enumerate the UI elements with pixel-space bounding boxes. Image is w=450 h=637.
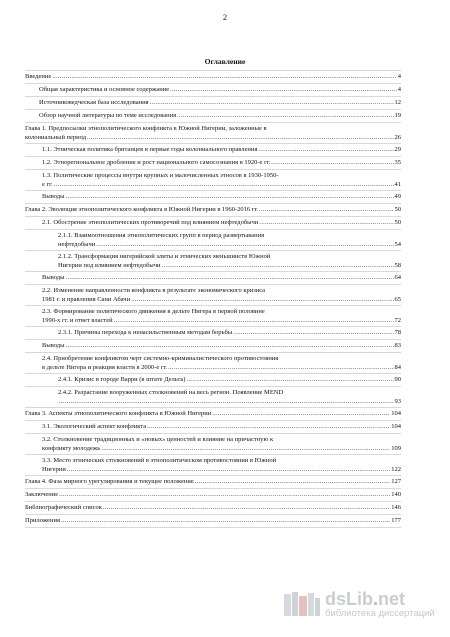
toc-entry	[25, 191, 401, 204]
toc-entry-page: 104	[391, 410, 401, 417]
toc-entry-title: колониальный период	[25, 133, 87, 141]
toc-entry-title-line: 2.4.2. Разрастание вооруженных столкновений на весь регион. Появление MEND	[58, 389, 284, 396]
toc-entry	[25, 170, 401, 191]
dot-leader	[212, 410, 390, 419]
dot-leader	[170, 86, 397, 95]
toc-entry	[25, 97, 401, 110]
toc-entry-title: Выводы	[42, 274, 65, 281]
dot-leader	[67, 466, 390, 475]
toc-entry-title: Библиографический список	[25, 504, 102, 511]
toc-entry-page: 93	[394, 397, 401, 405]
dot-leader	[65, 342, 393, 351]
toc-entry-page: 104	[391, 423, 401, 430]
toc-entry	[25, 272, 401, 285]
toc-entry-page: 29	[394, 146, 401, 153]
toc-entry-page: 41	[394, 180, 401, 188]
toc-entry-title: 1981 г. и правления Сани Абачи	[42, 295, 131, 303]
dot-leader	[168, 364, 393, 373]
toc-entry-page: 177	[391, 517, 401, 524]
dot-leader	[59, 491, 390, 500]
toc-entry-title: Глава 4. Фаза мирного урегулирования и текущее положение	[25, 478, 194, 485]
toc-entry-page: 19	[394, 112, 401, 119]
dot-leader	[87, 134, 393, 143]
dot-leader	[96, 241, 393, 250]
toc-entry-title: 1.1. Этническая политика британцев в первые годы колониального правления	[42, 146, 258, 153]
dot-leader	[258, 146, 393, 155]
toc-entry-title: Нигерии	[42, 465, 66, 473]
watermark-tagline: библиотека диссертаций	[325, 607, 435, 619]
toc-entry-page: 83	[394, 342, 401, 349]
toc-entry	[25, 204, 401, 217]
toc-entry-page: 64	[394, 274, 401, 281]
dot-leader	[52, 73, 397, 82]
toc-entry	[25, 327, 401, 340]
toc-entry-page: 140	[391, 491, 401, 498]
toc-title: Оглавление	[204, 57, 246, 66]
toc-entry-page: 127	[391, 478, 401, 485]
toc-entry-title: 2.4.1. Кризис в городе Варри (в штате Дельта)	[58, 376, 186, 383]
toc-entry-page: 78	[394, 329, 401, 336]
toc-entry-title: Источниковедческая база исследования	[39, 99, 149, 106]
dot-leader	[147, 423, 390, 432]
toc-entry-page: 84	[394, 363, 401, 371]
dot-leader	[186, 376, 393, 385]
toc-entry-title-line: 2.1.1. Взаимоотношения этнополитических групп в период развертывания	[58, 232, 265, 239]
toc-entry	[25, 123, 401, 144]
toc-entry-page: 122	[391, 465, 401, 473]
dot-leader	[195, 478, 390, 487]
toc-entry-title: е гг.	[42, 180, 53, 188]
toc-entry	[25, 157, 401, 170]
toc-entry-title: Нигерии под влиянием нефтедобычи	[58, 261, 161, 269]
toc-entry	[25, 489, 401, 502]
toc-entry-title-line: Глава 1. Предпосылки этнополитического конфликта в Южной Нигерии, заложенные в	[25, 125, 267, 132]
toc-entry	[25, 434, 401, 455]
toc-entry-title: нефтедобычи	[58, 240, 96, 248]
toc-entry	[25, 515, 401, 528]
toc-entry-title: 2.3.1. Причины перехода к ненасильственным методам борьбы	[58, 329, 233, 336]
watermark-brand: dsLib.net	[325, 588, 406, 609]
dot-leader	[65, 193, 393, 202]
toc-entry-title-line: 2.1.2. Трансформация нигерийской элиты и этнических меньшинств Южной	[58, 253, 271, 260]
dot-leader	[59, 398, 394, 407]
toc-entry-title-line: 2.2. Изменение направленности конфликта в результате экономического кризиса	[42, 287, 266, 294]
table-of-contents	[25, 70, 401, 528]
toc-entry-page: 35	[394, 159, 401, 166]
toc-entry-page: 90	[394, 376, 401, 383]
toc-entry-title: Глава 2. Эволюция этнополитического конфликта в Южной Нигерии в 1960-2016 гг.	[25, 206, 259, 213]
dot-leader	[233, 329, 393, 338]
dot-leader	[65, 274, 393, 283]
toc-entry-title-line: 3.3. Место этнических столкновений в этнополитическом противостоянии в Южной	[42, 457, 277, 464]
dot-leader	[150, 99, 394, 108]
toc-entry	[25, 353, 401, 374]
toc-entry	[25, 230, 401, 251]
toc-entry-title-line: 2.4. Приобретение конфликтом черт системно-криминалистического противостояния	[42, 355, 279, 362]
toc-entry-title: Общая характеристика и основное содержание	[39, 86, 170, 93]
toc-entry-page: 4	[397, 73, 401, 80]
toc-entry-title: Глава 3. Аспекты этнополитического конфликта в Южной Нигерии	[25, 410, 212, 417]
toc-entry	[25, 408, 401, 421]
toc-entry-page: 49	[394, 193, 401, 200]
toc-entry-page: 26	[394, 133, 401, 141]
toc-entry-title: Приложения	[25, 517, 60, 524]
toc-entry-page: 58	[394, 261, 401, 269]
dot-leader	[61, 517, 390, 526]
page-number: 2	[222, 12, 228, 22]
dot-leader	[271, 159, 393, 168]
toc-entry	[25, 110, 401, 123]
toc-entry-title: Выводы	[42, 342, 65, 349]
toc-entry-title: конфликту молодежь	[42, 444, 101, 452]
dot-leader	[162, 262, 394, 271]
dot-leader	[259, 206, 393, 215]
toc-entry-page: 4	[397, 86, 401, 93]
toc-entry-title-line: 2.3. Формирование политического движения в дельте Нигера в первой половине	[42, 308, 265, 315]
toc-entry-title: в дельте Нигера и реакция власти в 2000-е гг.	[42, 363, 168, 371]
toc-entry	[25, 285, 401, 306]
toc-entry-title: Выводы	[42, 193, 65, 200]
toc-entry-title: 1990-х гг. и ответ властей	[42, 316, 113, 324]
toc-entry	[25, 421, 401, 434]
toc-entry	[25, 71, 401, 84]
toc-entry	[25, 306, 401, 327]
watermark-logo	[282, 585, 442, 623]
dot-leader	[131, 296, 393, 305]
toc-entry	[25, 374, 401, 387]
toc-entry	[25, 144, 401, 157]
books-icon	[282, 590, 322, 618]
dot-leader	[114, 317, 394, 326]
toc-entry-title: 1.2. Этнорегиональное дробление и рост национального самосознания в 1920-е гг.	[42, 159, 271, 166]
toc-entry	[25, 455, 401, 476]
toc-entry-title: Обзор научной литературы по теме исследования	[39, 112, 177, 119]
toc-entry-page: 65	[394, 295, 401, 303]
toc-entry-title: 2.1. Обострение этнополитических противоречий под влиянием нефтедобычи	[42, 219, 259, 226]
toc-entry-title-line: 3.2. Столкновение традиционных и «новых» ценностей и влияние на причастную к	[42, 436, 274, 443]
toc-entry	[25, 502, 401, 515]
toc-entry-page: 50	[394, 206, 401, 213]
dot-leader	[101, 445, 390, 454]
toc-entry	[25, 84, 401, 97]
dot-leader	[177, 112, 393, 121]
toc-entry	[25, 476, 401, 489]
toc-entry-title-line: 1.3. Политические процессы внутри крупных и малочисленных этносов в 1930-1950-	[42, 172, 279, 179]
toc-entry-page: 50	[394, 219, 401, 226]
toc-entry-page: 146	[391, 504, 401, 511]
dot-leader	[103, 504, 390, 513]
toc-entry-title: Введение	[25, 73, 52, 80]
toc-entry-page: 54	[394, 240, 401, 248]
toc-entry	[25, 251, 401, 272]
toc-entry	[25, 217, 401, 230]
toc-entry	[25, 340, 401, 353]
dot-leader	[259, 219, 393, 228]
dot-leader	[54, 181, 394, 190]
toc-entry	[25, 387, 401, 408]
toc-entry-page: 109	[391, 444, 401, 452]
toc-entry-page: 72	[394, 316, 401, 324]
toc-entry-page: 12	[394, 99, 401, 106]
toc-entry-title: Заключение	[25, 491, 59, 498]
toc-entry-title: 3.1. Экологический аспект конфликта	[42, 423, 147, 430]
